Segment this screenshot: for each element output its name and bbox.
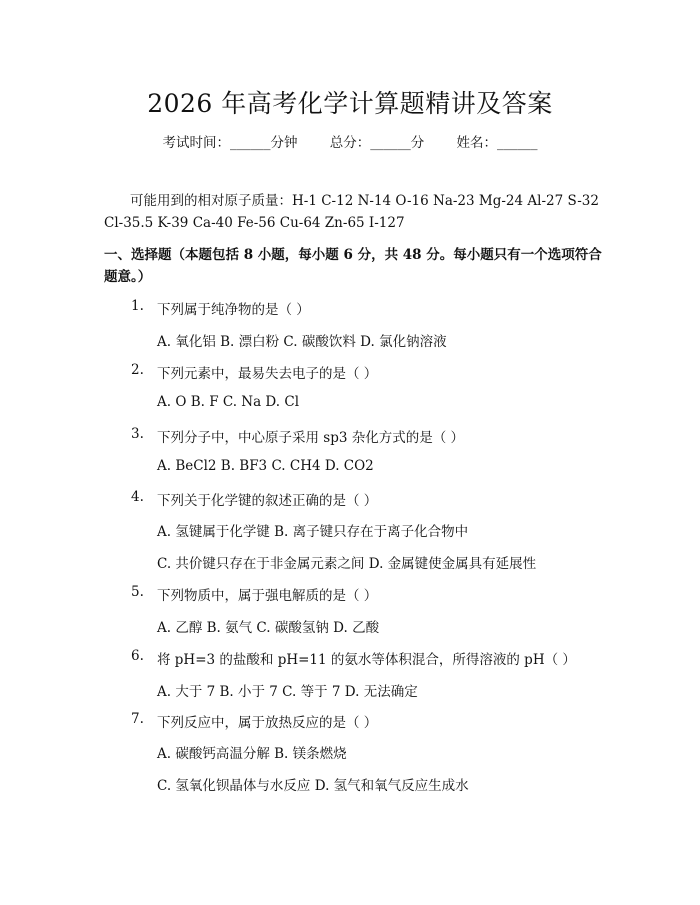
student-name-field: 姓名：______ xyxy=(456,135,538,151)
option-line: A. 大于 7 B. 小于 7 C. 等于 7 D. 无法确定 xyxy=(157,684,418,700)
option-line: A. 碳酸钙高温分解 B. 镁条燃烧 xyxy=(157,746,347,762)
question-text: 下列元素中，最易失去电子的是（ ） xyxy=(157,366,378,382)
option-line: C. 共价键只存在于非金属元素之间 D. 金属键使金属具有延展性 xyxy=(157,556,537,572)
section-heading-line-2: 题意。） xyxy=(104,269,152,285)
question-number: 5. xyxy=(131,584,144,600)
page-title: 2026 年高考化学计算题精讲及答案 xyxy=(147,89,553,118)
total-score-field: 总分：______分 xyxy=(329,135,425,151)
exam-time-field: 考试时间：______分钟 xyxy=(162,135,298,151)
option-line: A. BeCl2 B. BF3 C. CH4 D. CO2 xyxy=(157,458,374,474)
question-number: 6. xyxy=(131,648,144,664)
option-line: A. 氢键属于化学键 B. 离子键只存在于离子化合物中 xyxy=(157,524,469,540)
question-text: 下列物质中，属于强电解质的是（ ） xyxy=(157,588,378,604)
atomic-masses-line-1: 可能用到的相对原子质量：H-1 C-12 N-14 O-16 Na-23 Mg-24 Al-27 S-32 xyxy=(130,193,599,209)
option-line: A. O B. F C. Na D. Cl xyxy=(157,394,300,410)
option-line: A. 乙醇 B. 氨气 C. 碳酸氢钠 D. 乙酸 xyxy=(157,620,380,636)
section-heading xyxy=(104,244,604,288)
option-line: C. 氢氧化钡晶体与水反应 D. 氢气和氧气反应生成水 xyxy=(157,778,469,794)
question-number: 2. xyxy=(131,362,144,378)
question-text: 下列反应中，属于放热反应的是（ ） xyxy=(157,715,378,731)
question-number: 7. xyxy=(131,711,144,727)
question-text: 下列分子中，中心原子采用 sp3 杂化方式的是（ ） xyxy=(157,430,465,446)
exam-info-line xyxy=(0,131,700,151)
question-text: 将 pH=3 的盐酸和 pH=11 的氨水等体积混合，所得溶液的 pH（ ） xyxy=(157,652,576,668)
question-number: 4. xyxy=(131,489,144,505)
atomic-masses-line-2: Cl-35.5 K-39 Ca-40 Fe-56 Cu-64 Zn-65 I-127 xyxy=(104,215,405,231)
atomic-masses xyxy=(104,190,604,234)
question-number: 1. xyxy=(131,298,144,314)
question-number: 3. xyxy=(131,426,144,442)
section-heading-line-1: 一、选择题（本题包括 8 小题，每小题 6 分，共 48 分。每小题只有一个选项符合 xyxy=(104,247,602,263)
option-line: A. 氧化铝 B. 漂白粉 C. 碳酸饮料 D. 氯化钠溶液 xyxy=(157,334,447,350)
question-text: 下列属于纯净物的是（ ） xyxy=(157,302,310,318)
question-text: 下列关于化学键的叙述正确的是（ ） xyxy=(157,493,378,509)
